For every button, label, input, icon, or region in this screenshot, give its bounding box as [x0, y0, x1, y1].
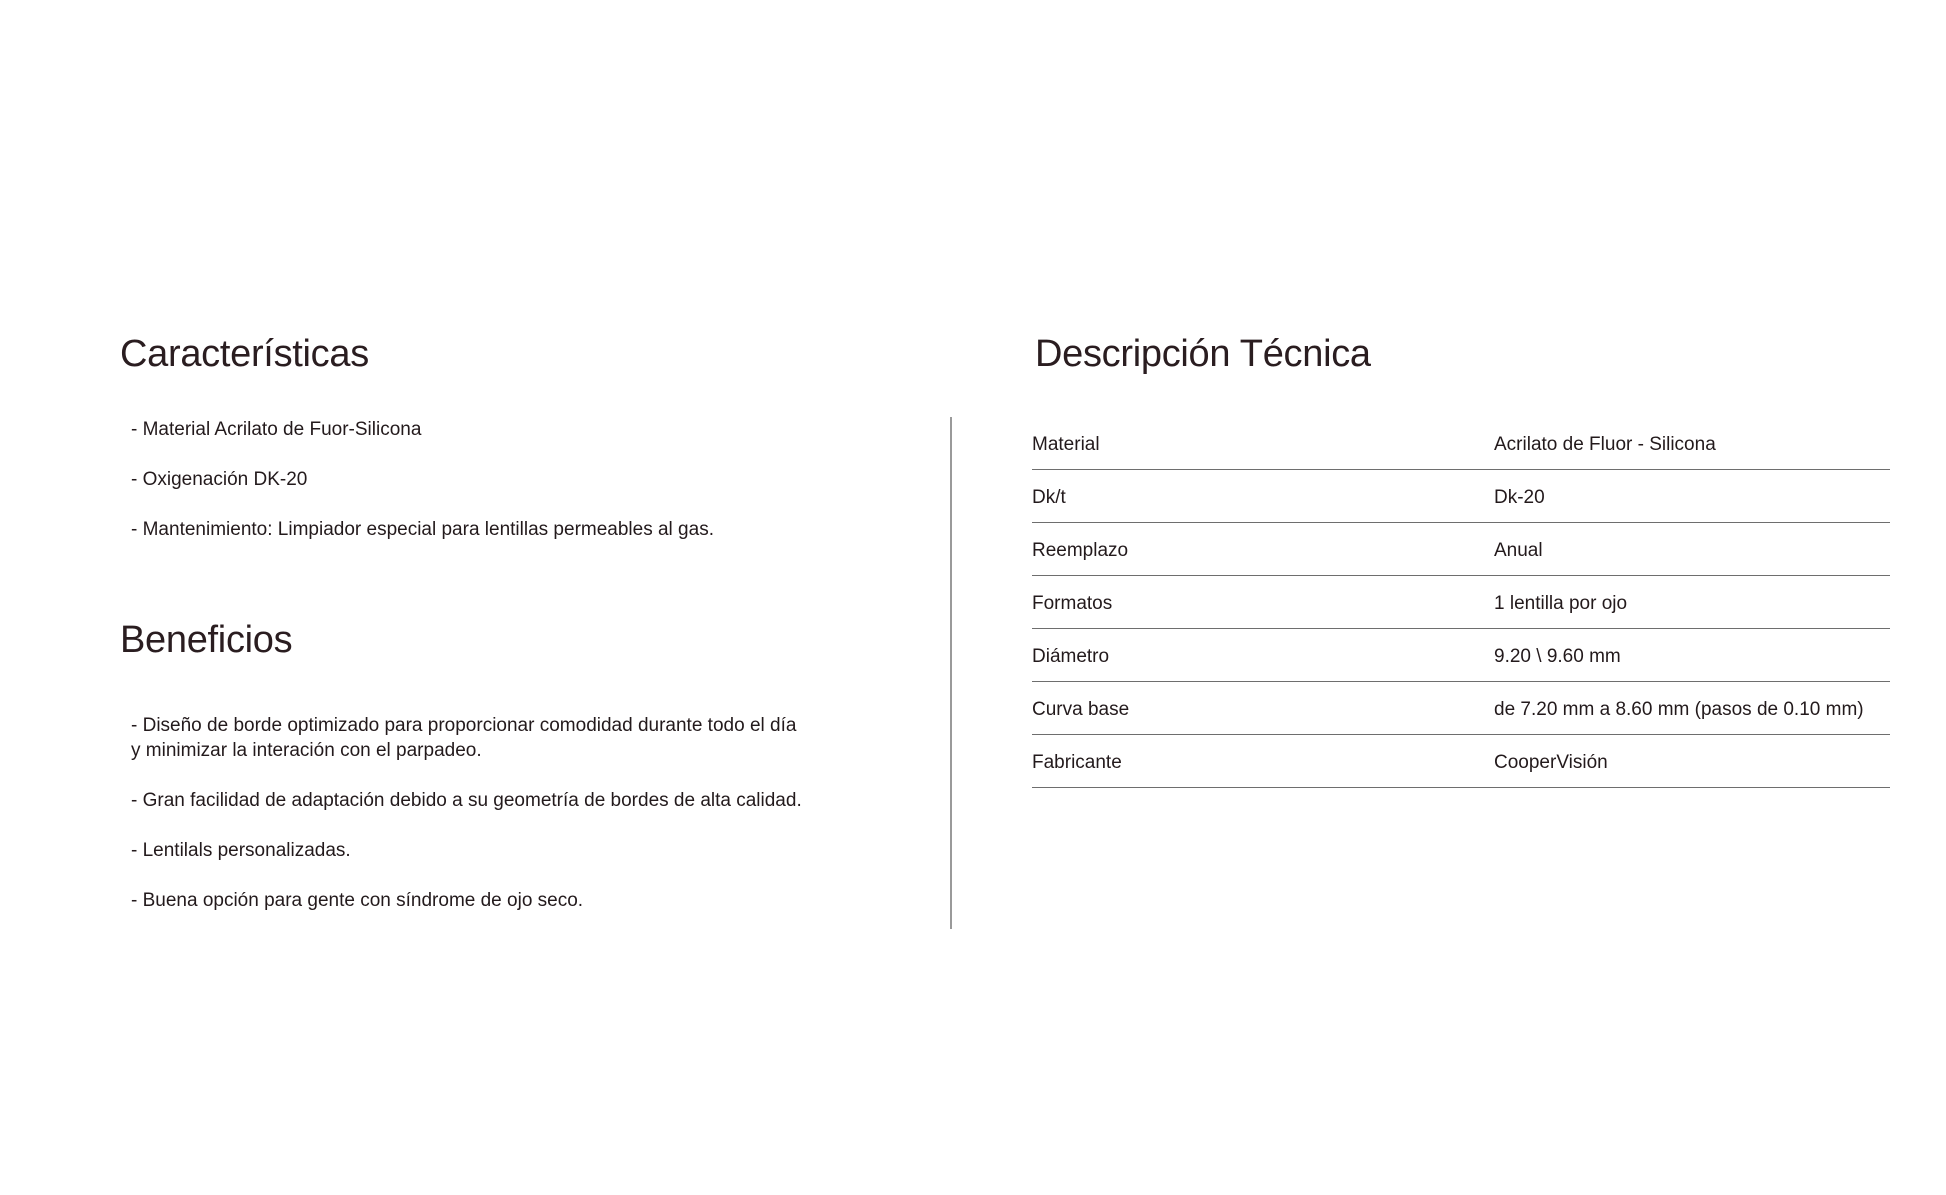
spec-label: Fabricante — [1032, 735, 1494, 788]
spec-label: Formatos — [1032, 576, 1494, 629]
spec-row-reemplazo — [1032, 523, 1890, 576]
spec-value: Acrilato de Fluor - Silicona — [1494, 417, 1890, 470]
spec-value: 9.20 \ 9.60 mm — [1494, 629, 1890, 682]
spec-row-diametro — [1032, 629, 1890, 682]
spec-value: de 7.20 mm a 8.60 mm (pasos de 0.10 mm) — [1494, 682, 1890, 735]
spec-label: Diámetro — [1032, 629, 1494, 682]
descripcion-tecnica-heading: Descripción Técnica — [1035, 333, 1371, 375]
beneficio-item: - Buena opción para gente con síndrome de ojo seco. — [131, 890, 584, 911]
spec-table — [1032, 417, 1890, 788]
beneficios-list — [131, 713, 891, 938]
caracteristica-item: - Material Acrilato de Fuor-Silicona — [131, 419, 422, 440]
beneficio-item: - Lentilals personalizadas. — [131, 840, 351, 861]
caracteristica-item: - Oxigenación DK-20 — [131, 469, 308, 490]
spec-row-dkt — [1032, 470, 1890, 523]
caracteristica-item: - Mantenimiento: Limpiador especial para lentillas permeables al gas. — [131, 519, 714, 540]
spec-value: Anual — [1494, 523, 1890, 576]
beneficio-item: - Diseño de borde optimizado para proporcionar comodidad durante todo el día y minimizar la interación con el parpadeo. — [131, 715, 797, 761]
spec-row-material — [1032, 417, 1890, 470]
spec-value: 1 lentilla por ojo — [1494, 576, 1890, 629]
column-divider — [950, 417, 952, 929]
spec-label: Dk/t — [1032, 470, 1494, 523]
spec-label: Reemplazo — [1032, 523, 1494, 576]
spec-value: Dk-20 — [1494, 470, 1890, 523]
spec-label: Material — [1032, 417, 1494, 470]
spec-label: Curva base — [1032, 682, 1494, 735]
beneficios-heading: Beneficios — [120, 619, 293, 661]
caracteristicas-heading: Características — [120, 333, 369, 375]
spec-row-curva-base — [1032, 682, 1890, 735]
spec-value: CooperVisión — [1494, 735, 1890, 788]
spec-row-formatos — [1032, 576, 1890, 629]
caracteristicas-list — [131, 417, 891, 567]
spec-row-fabricante — [1032, 735, 1890, 788]
beneficio-item: - Gran facilidad de adaptación debido a su geometría de bordes de alta calidad. — [131, 790, 802, 811]
